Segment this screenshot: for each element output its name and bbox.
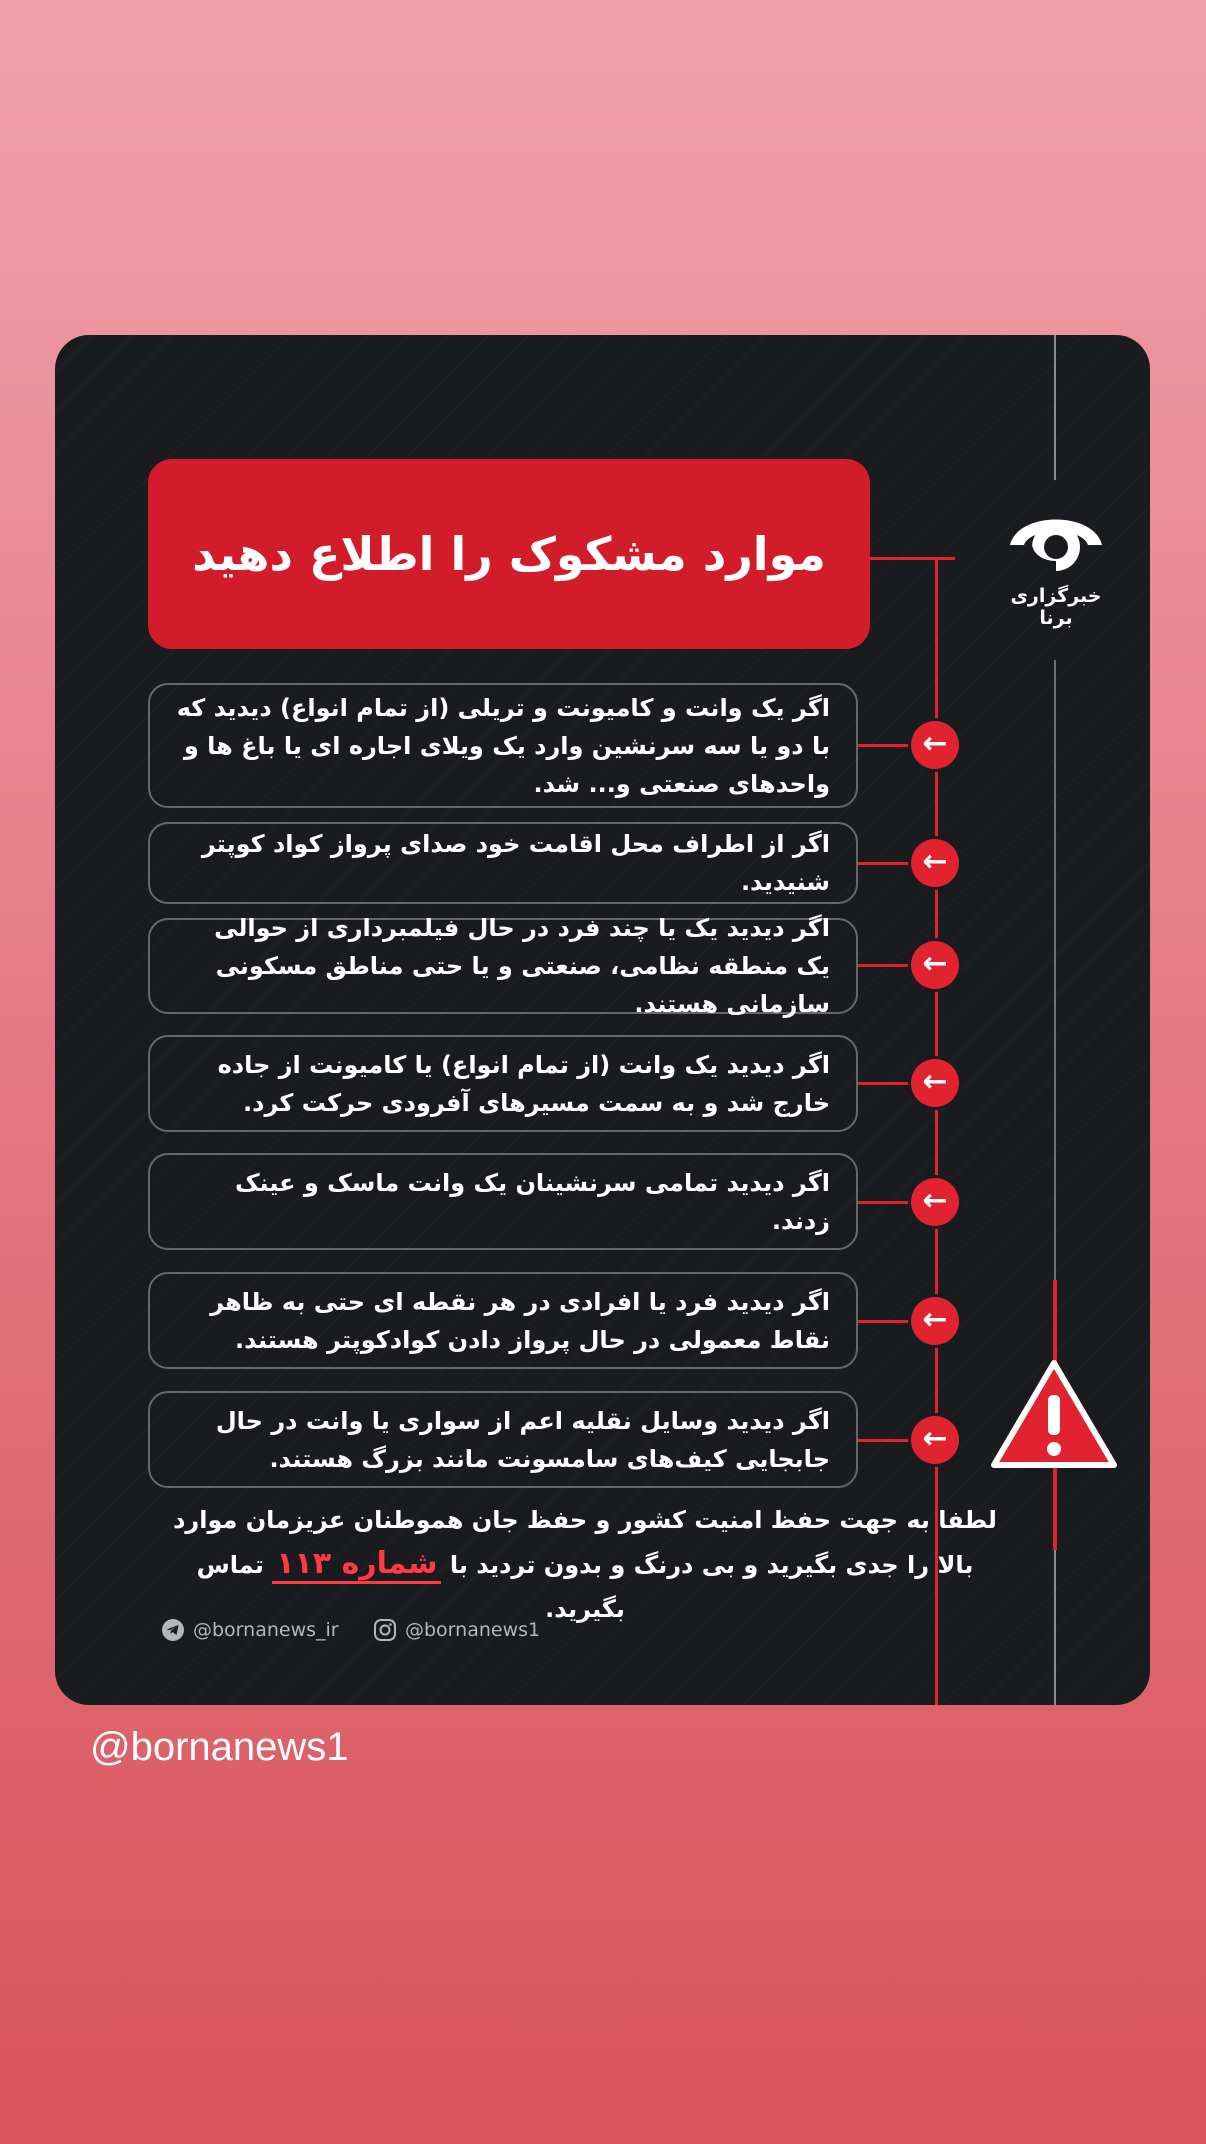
footer-text-after: تماس بگیرید. xyxy=(196,1551,625,1623)
logo-name: خبرگزاری برنا xyxy=(1010,585,1102,629)
item-connector xyxy=(858,1201,918,1204)
borna-logo-icon xyxy=(1004,505,1108,577)
list-item: اگر دیدید وسایل نقلیه اعم از سواری یا وانت در حال جابجایی کیف‌های سامسونت مانند بزرگ هستند. xyxy=(148,1391,858,1488)
list-item: اگر دیدید فرد یا افرادی در هر نقطه ای حتی به ظاهر نقاط معمولی در حال پرواز دادن کوادکوپتر هستند. xyxy=(148,1272,858,1369)
footer-text-before: لطفا به جهت حفظ امنیت کشور و حفظ جان هموطنان عزیزمان موارد بالا را جدی بگیرید و بی درنگ و بدون تردید با xyxy=(173,1506,997,1579)
story-mention[interactable]: @bornanews1 xyxy=(90,1725,349,1769)
arrow-left-icon: ← xyxy=(911,1416,959,1464)
list-item: اگر دیدید یک وانت (از تمام انواع) یا کامیونت از جاده خارج شد و به سمت مسیرهای آفرودی حرکت کرد. xyxy=(148,1035,858,1132)
side-divider-bottom xyxy=(1054,1550,1056,1705)
telegram-handle xyxy=(161,1618,339,1642)
arrow-left-icon: ← xyxy=(911,941,959,989)
infographic-card xyxy=(55,335,1150,1705)
instagram-handle-text: @bornanews1 xyxy=(405,1619,541,1641)
instagram-handle xyxy=(373,1618,540,1642)
hotline-number: شماره ۱۱۳ xyxy=(272,1546,441,1584)
list-item: اگر دیدید تمامی سرنشینان یک وانت ماسک و عینک زدند. xyxy=(148,1153,858,1250)
item-connector xyxy=(858,1439,918,1442)
side-divider-top xyxy=(1054,335,1056,480)
warning-icon xyxy=(988,1357,1120,1471)
list-item: اگر دیدید یک یا چند فرد در حال فیلمبرداری از حوالی یک منطقه نظامی، صنعتی و یا حتی مناطق مسکونی سازمانی هستند. xyxy=(148,918,858,1014)
arrow-left-icon: ← xyxy=(911,1178,959,1226)
instagram-icon xyxy=(373,1618,397,1642)
item-connector xyxy=(858,1320,918,1323)
item-connector xyxy=(858,1082,918,1085)
item-connector xyxy=(858,964,918,967)
telegram-handle-text: @bornanews_ir xyxy=(193,1619,339,1641)
arrow-left-icon: ← xyxy=(911,1059,959,1107)
item-connector xyxy=(858,744,918,747)
footer-message xyxy=(165,1498,1005,1631)
title-connector xyxy=(870,557,955,560)
list-item: اگر از اطراف محل اقامت خود صدای پرواز کواد کوپتر شنیدید. xyxy=(148,822,858,904)
arrow-left-icon: ← xyxy=(911,721,959,769)
telegram-icon xyxy=(161,1618,185,1642)
page-title: موارد مشکوک را اطلاع دهید xyxy=(148,459,870,649)
item-connector xyxy=(858,862,918,865)
arrow-left-icon: ← xyxy=(911,839,959,887)
borna-logo xyxy=(995,505,1117,629)
arrow-left-icon: ← xyxy=(911,1297,959,1345)
list-item: اگر یک وانت و کامیونت و تریلی (از تمام انواع) دیدید که با دو یا سه سرنشین وارد یک ویلای اجاره ای یا باغ ها و واحدهای صنعتی و... شد. xyxy=(148,683,858,808)
